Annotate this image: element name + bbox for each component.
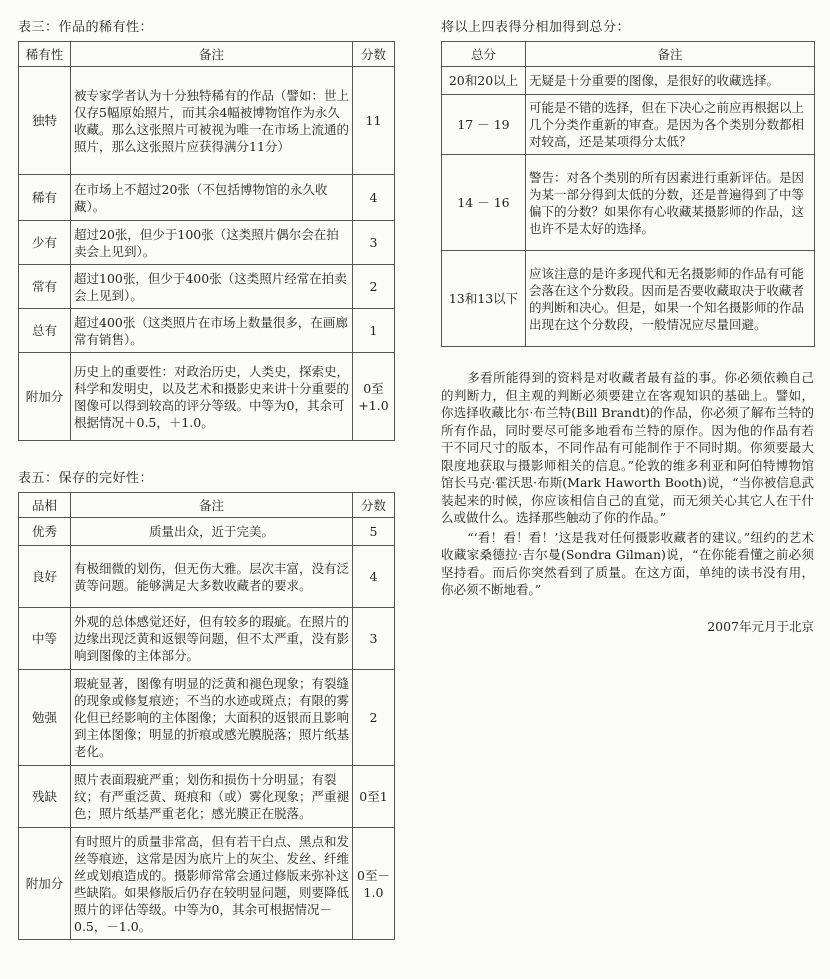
header-note: 备注 [71, 42, 353, 67]
row-level: 良好 [19, 546, 71, 608]
condition-table [18, 492, 395, 940]
table-row [442, 155, 815, 251]
table-row [442, 95, 815, 155]
table-row [19, 175, 395, 221]
row-score: 0至+1.0 [353, 353, 395, 441]
row-level: 少有 [19, 221, 71, 265]
row-score: 3 [353, 608, 395, 670]
row-note: 在市场上不超过20张（不包括博物馆的永久收藏）。 [71, 175, 353, 221]
table-row [442, 251, 815, 347]
row-level: 中等 [19, 608, 71, 670]
table-row [19, 608, 395, 670]
body-paragraph: “‘看！看！看！’这是我对任何摄影收藏者的建议。”纽约的艺术收藏家桑德拉·吉尔曼(Sondra Gilman)说，“在你能看懂之前必须坚持看。而后你突然看到了质量。在这方面，单纯的读书没有用，你必须不断地看。” [441, 529, 814, 597]
row-level: 优秀 [19, 518, 71, 546]
row-note: 瑕疵显著，图像有明显的泛黄和褪色现象；有裂缝的现象或修复痕迹；不当的水迹或斑点；有限的雾化但已经影响的主体图像；大面积的返银而且影响到主体图像；明显的折痕或感光膜脱落；照片纸基老化。 [71, 670, 353, 766]
row-note: 无疑是十分重要的图像，是很好的收藏选择。 [526, 67, 815, 95]
total-score-table [441, 41, 815, 347]
date-signature: 2007年元月于北京 [707, 618, 814, 634]
header-note: 备注 [71, 493, 353, 518]
header-level: 稀有性 [19, 42, 71, 67]
table-row [19, 766, 395, 828]
header-score: 分数 [353, 493, 395, 518]
row-range: 20和20以上 [442, 67, 526, 95]
body-text [441, 369, 814, 635]
summary-caption: 将以上四表得分相加得到总分： [441, 20, 631, 35]
row-level: 总有 [19, 309, 71, 353]
row-note: 警告：对各个类别的所有因素进行重新评估。是因为某一部分得到太低的分数，还是普遍得到了中等偏下的分数？如果你有心收藏某摄影师的作品，这也许不是太好的选择。 [526, 155, 815, 251]
row-level: 稀有 [19, 175, 71, 221]
table-row [19, 828, 395, 940]
row-level: 常有 [19, 265, 71, 309]
row-score: 3 [353, 221, 395, 265]
row-score: 11 [353, 67, 395, 175]
left-column [18, 20, 394, 940]
table-row [19, 67, 395, 175]
table-row [19, 309, 395, 353]
table-row [442, 67, 815, 95]
row-level: 附加分 [19, 828, 71, 940]
table-header-row [442, 42, 815, 67]
row-note: 有时照片的质量非常高，但有若干白点、黑点和发丝等痕迹，这常是因为底片上的灰尘、发丝、纤维丝或划痕造成的。摄影师常常会通过修版来弥补这些缺陷。如果修版后仍存在较明显问题，则要降低照片的评估等级。中等为0，其余可根据情况－0.5，－1.0。 [71, 828, 353, 940]
row-note: 超过400张（这类照片在市场上数量很多，在画廊常有销售）。 [71, 309, 353, 353]
row-note: 应该注意的是许多现代和无名摄影师的作品有可能会落在这个分数段。因而是否要收藏取决于收藏者的判断和决心。但是，如果一个知名摄影师的作品出现在这个分数段，一般情况应尽量回避。 [526, 251, 815, 347]
body-paragraph: 多看所能得到的资料是对收藏者最有益的事。你必须依赖自己的判断力，但主观的判断必须要建立在客观知识的基础上。譬如，你选择收藏比尔·布兰特(Bill Brandt)的作品，你必须了解布兰特的所有作品，同时要尽可能多地看布兰特的原作。因为他的作品有若干不同尺寸的版本，不同作品有可能制作于不同时期。你须要最大限度地获取与摄影师相关的信息。”伦敦的维多利亚和阿伯特博物馆馆长马克·霍沃思·布斯(Mark Haworth Booth)说，“当你被信息武装起来的时候，你应该相信自己的直觉，而无须关心其它人在干什么或做什么。选择那些触动了你的作品。” [441, 370, 814, 525]
rarity-table [18, 41, 395, 441]
table-row [19, 265, 395, 309]
header-note: 备注 [526, 42, 815, 67]
row-note: 可能是不错的选择，但在下决心之前应再根据以上几个分类作重新的审查。是因为各个类别分数都相对较高，还是某项得分太低？ [526, 95, 815, 155]
row-note: 有极细微的划伤，但无伤大雅。层次丰富，没有泛黄等问题。能够满足大多数收藏者的要求。 [71, 546, 353, 608]
row-level: 残缺 [19, 766, 71, 828]
table-header-row [19, 42, 395, 67]
row-range: 17 － 19 [442, 95, 526, 155]
row-score: 5 [353, 518, 395, 546]
row-note: 超过100张，但少于400张（这类照片经常在拍卖会上见到）。 [71, 265, 353, 309]
table-row [19, 670, 395, 766]
row-score: 4 [353, 546, 395, 608]
row-level: 独特 [19, 67, 71, 175]
table-row [19, 353, 395, 441]
table-row [19, 518, 395, 546]
table-row [19, 546, 395, 608]
row-score: 0至－1.0 [353, 828, 395, 940]
header-score: 分数 [353, 42, 395, 67]
row-note: 外观的总体感觉还好，但有较多的瑕疵。在照片的边缘出现泛黄和返银等问题，但不太严重，没有影响到图像的主体部分。 [71, 608, 353, 670]
row-note: 超过20张，但少于100张（这类照片偶尔会在拍卖会上见到）。 [71, 221, 353, 265]
row-score: 4 [353, 175, 395, 221]
row-range: 13和13以下 [442, 251, 526, 347]
row-level: 附加分 [19, 353, 71, 441]
row-range: 14 － 16 [442, 155, 526, 251]
table3-caption: 表三：作品的稀有性： [18, 20, 154, 35]
table-header-row [19, 493, 395, 518]
row-score: 0至1 [353, 766, 395, 828]
row-score: 2 [353, 670, 395, 766]
row-note: 被专家学者认为十分独特稀有的作品（譬如：世上仅存5幅原始照片，而其余4幅被博物馆作为永久收藏。那么这张照片可被视为唯一在市场上流通的照片，那么这张照片应获得满分11分） [71, 67, 353, 175]
row-note: 照片表面瑕疵严重；划伤和损伤十分明显；有裂纹；有严重泛黄、斑痕和（或）雾化现象；严重褪色；照片纸基严重老化；感光膜正在脱落。 [71, 766, 353, 828]
row-level: 勉强 [19, 670, 71, 766]
row-score: 1 [353, 309, 395, 353]
header-level: 品相 [19, 493, 71, 518]
header-total: 总分 [442, 42, 526, 67]
table-row [19, 221, 395, 265]
row-note: 质量出众，近于完美。 [71, 518, 353, 546]
row-score: 2 [353, 265, 395, 309]
row-note: 历史上的重要性：对政治历史，人类史，探索史，科学和发明史，以及艺术和摄影史来讲十分重要的图像可以得到较高的评分等级。中等为0，其余可根据情况＋0.5，＋1.0。 [71, 353, 353, 441]
table5-caption: 表五：保存的完好性： [18, 471, 154, 486]
right-column [441, 20, 814, 635]
